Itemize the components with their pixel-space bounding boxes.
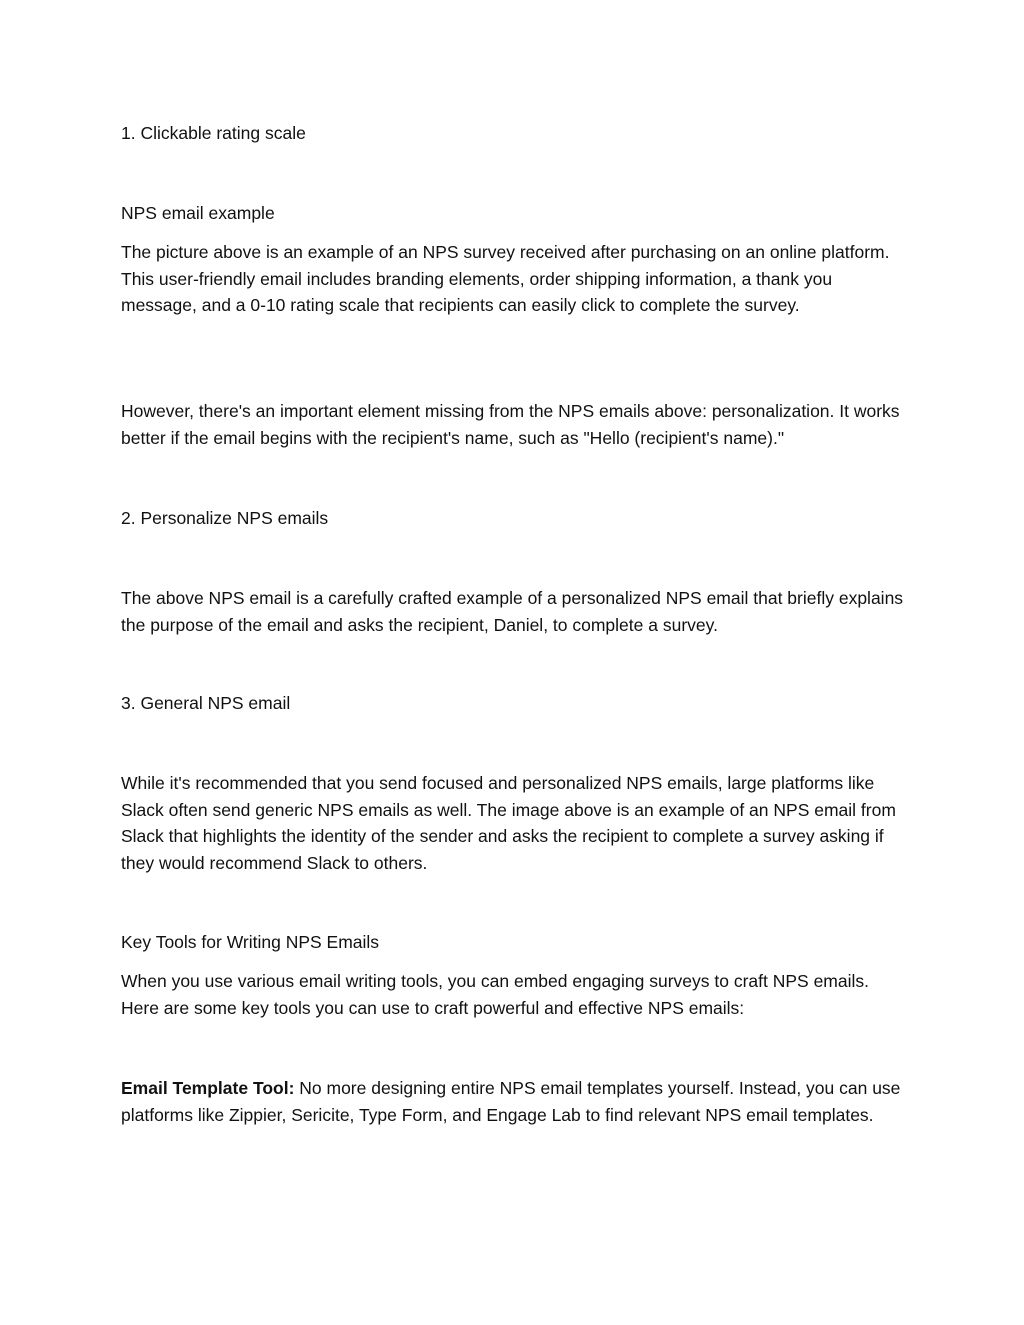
email-template-tool-label: Email Template Tool: bbox=[121, 1078, 295, 1098]
paragraph-tools-intro: When you use various email writing tools, you can embed engaging surveys to craft NPS emails. Here are some key tools you can use to craft powerful and effective NPS emails: bbox=[121, 971, 869, 1018]
heading-general-nps-email: 3. General NPS email bbox=[121, 693, 291, 713]
paragraph-email-template-tool bbox=[121, 1075, 911, 1128]
heading-nps-email-example: NPS email example bbox=[121, 203, 275, 223]
heading-key-tools: Key Tools for Writing NPS Emails bbox=[121, 932, 380, 952]
paragraph-personalized-example: The above NPS email is a carefully crafted example of a personalized NPS email that briefly explains the purpose of the email and asks the recipient, Daniel, to complete a survey. bbox=[121, 588, 904, 635]
paragraph-slack-example: While it's recommended that you send focused and personalized NPS emails, large platforms like Slack often send generic NPS emails as well. The image above is an example of an NPS email from Slack that highlights the identity of the sender and asks the recipient to complete a survey asking if they would recommend Slack to others. bbox=[121, 773, 896, 873]
paragraph-personalization-missing: However, there's an important element missing from the NPS emails above: personalization. It works better if the email begins with the recipient's name, such as "Hello (recipient's name)." bbox=[121, 401, 900, 448]
heading-personalize-nps-emails: 2. Personalize NPS emails bbox=[121, 508, 329, 528]
paragraph-picture-above: The picture above is an example of an NPS survey received after purchasing on an online platform. This user-friendly email includes branding elements, order shipping information, a thank you message, and a 0-10 rating scale that recipients can easily click to complete the survey. bbox=[121, 242, 890, 315]
email-template-tool-text: No more designing entire NPS email templates yourself. Instead, you can use platforms like Zippier, Sericite, Type Form, and Engage Lab to find relevant NPS email templates. bbox=[121, 1078, 901, 1125]
heading-clickable-rating-scale: 1. Clickable rating scale bbox=[121, 123, 306, 143]
